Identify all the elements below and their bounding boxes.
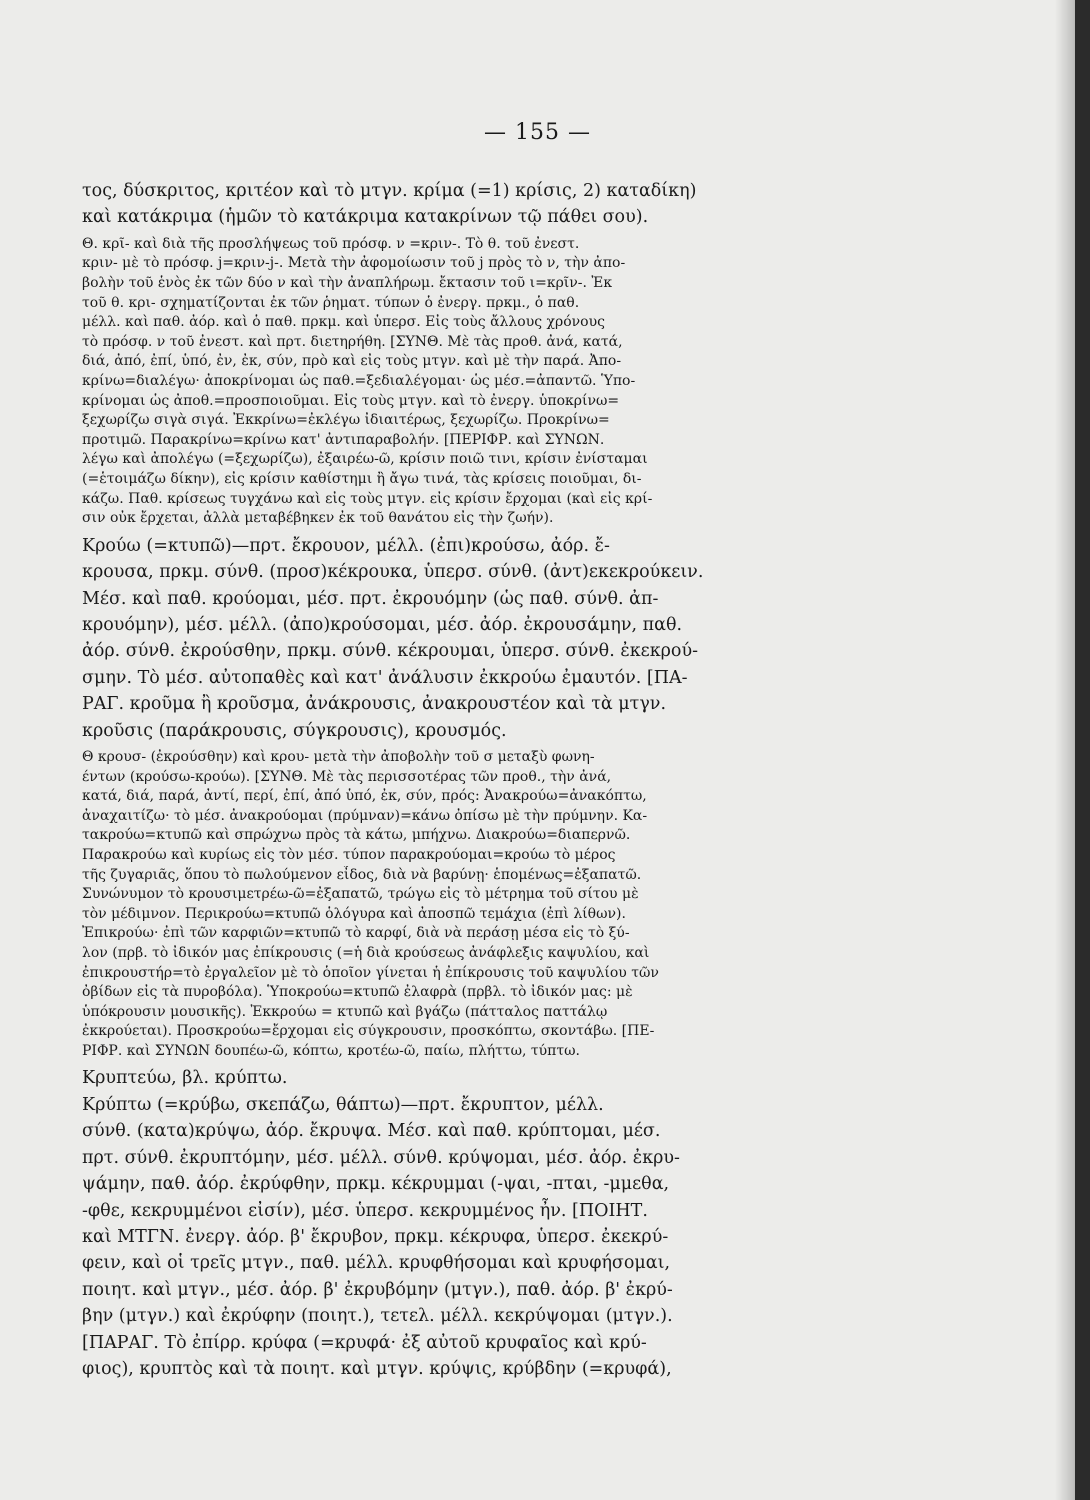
text-line: Κρύπτω (=κρύβω, σκεπάζω, θάπτω)—πρτ. ἔκρυπτον, μέλλ. [82, 1094, 604, 1115]
text-line: ψάμην, παθ. ἀόρ. ἐκρύφθην, πρκμ. κέκρυμμαι (-ψαι, -πται, -μμεθα, [82, 1174, 670, 1195]
note-paragraph [82, 748, 928, 1062]
text-line: ΡΑΓ. κροῦμα ἢ κροῦσμα, ἀνάκρουσις, ἀνακρουστέον καὶ τὰ μτγν. [82, 694, 667, 715]
text-line: ἐκκρούεται). Προσκρούω=ἔρχομαι εἰς σύγκρουσιν, προσκόπτω, σκοντάβω. [ΠΕ- [82, 1023, 655, 1040]
text-line: διά, ἀπό, ἐπί, ὑπό, ἐν, ἐκ, σύν, πρὸ καὶ εἰς τοὺς μτγν. καὶ μὲ τὴν παρά. Ἀπο- [82, 353, 622, 370]
text-line: τος, δύσκριτος, κριτέον καὶ τὸ μτγν. κρίμα (=1) κρίσις, 2) καταδίκη) [82, 181, 697, 201]
text-line: βολὴν τοῦ ἑνὸς ἐκ τῶν δύο ν καὶ τὴν ἀναπλήρωμ. ἔκτασιν τοῦ ι=κρῖν-. Ἐκ [82, 275, 613, 291]
text-line: τὸ πρόσφ. ν τοῦ ἐνεστ. καὶ πρτ. διετηρήθη. [ΣΥΝΘ. Μὲ τὰς προθ. ἀνά, κατά, [82, 333, 623, 350]
text-line: κριν- μὲ τὸ πρόσφ. j=κριν-j-. Μετὰ τὴν ἀφομοίωσιν τοῦ j πρὸς τὸ ν, τὴν ἀπο- [82, 255, 626, 272]
text-line: έντων (κρούσω-κρούω). [ΣΥΝΘ. Μὲ τὰς περισσοτέρας τῶν προθ., τὴν ἀνά, [82, 768, 612, 785]
page-body [82, 178, 928, 1386]
entry-paragraph [82, 1065, 928, 1382]
text-line: κρίνω=διαλέγω· ἀποκρίνομαι ὡς παθ.=ξεδιαλέγομαι· ὡς μέσ.=ἀπαντῶ. Ὑπο- [82, 372, 636, 389]
text-line: φειν, καὶ οἱ τρεῖς μτγν., παθ. μέλλ. κρυφθήσομαι καὶ κρυφήσομαι, [82, 1253, 671, 1274]
text-line: κροῦσις (παράκρουσις, σύγκρουσις), κρουσμός. [82, 720, 507, 741]
text-line: (=ἑτοιμάζω δίκην), εἰς κρίσιν καθίστημι ἢ ἄγω τινά, τὰς κρίσεις ποιοῦμαι, δι- [82, 470, 642, 487]
text-line: τακρούω=κτυπῶ καὶ σπρώχνω πρὸς τὰ κάτω, μπήχνω. Διακρούω=διαπερνῶ. [82, 827, 631, 844]
page-number: — 155 — [484, 120, 591, 145]
text-line: καὶ ΜΤΓΝ. ἐνεργ. ἀόρ. β' ἔκρυβον, πρκμ. κέκρυφα, ὑπερσ. ἐκεκρύ- [82, 1226, 669, 1247]
text-line: [ΠΑΡΑΓ. Τὸ ἐπίρρ. κρύφα (=κρυφά· ἐξ αὐτοῦ κρυφαῖος καὶ κρύ- [82, 1332, 647, 1353]
text-line: σύνθ. (κατα)κρύψω, ἀόρ. ἔκρυψα. Μέσ. καὶ παθ. κρύπτομαι, μέσ. [82, 1121, 661, 1142]
text-line: ἀόρ. σύνθ. ἐκρούσθην, πρκμ. σύνθ. κέκρουμαι, ὑπερσ. σύνθ. ἐκεκρού- [82, 641, 699, 662]
text-line: ἀναχαιτίζω· τὸ μέσ. ἀνακρούομαι (πρύμναν)=κάνω ὀπίσω μὲ τὴν πρύμνην. Κα- [82, 807, 648, 824]
text-line: Κρούω (=κτυπῶ)—πρτ. ἔκρουον, μέλλ. (ἐπι)κρούσω, ἀόρ. ἔ- [82, 535, 610, 556]
text-line: Συνώνυμον τὸ κρουσιμετρέω-ῶ=ἐξαπατῶ, τρώγω εἰς τὸ μέτρημα τοῦ σίτου μὲ [82, 886, 639, 903]
text-line: Κρυπτεύω, βλ. κρύπτω. [82, 1068, 288, 1089]
text-line: σιν οὐκ ἔρχεται, ἀλλὰ μεταβέβηκεν ἐκ τοῦ θανάτου εἰς τὴν ζωήν). [82, 510, 554, 527]
text-line: Θ κρουσ- (ἐκρούσθην) καὶ κρου- μετὰ τὴν ἀποβολὴν τοῦ σ μεταξὺ φωνη- [82, 748, 595, 765]
text-line: λέγω καὶ ἀπολέγω (=ξεχωρίζω), ἐξαιρέω-ῶ, κρίσιν ποιῶ τινι, κρίσιν ἐνίσταμαι [82, 451, 648, 468]
note-paragraph [82, 235, 928, 529]
text-line: κατά, διά, παρά, ἀντί, περί, ἐπί, ἀπό ὑπό, ἐκ, σύν, πρός: Ἀνακρούω=ἀνακόπτω, [82, 788, 647, 805]
text-line: ἐπικρουστήρ=τὸ ἐργαλεῖον μὲ τὸ ὁποῖον γίνεται ἡ ἐπίκρουσις τοῦ καψυλίου τῶν [82, 964, 659, 981]
text-line: -φθε, κεκρυμμένοι εἰσίν), μέσ. ὑπερσ. κεκρυμμένος ἦν. [ΠΟΙΗΤ. [82, 1200, 648, 1221]
text-line: τοῦ θ. κρι- σχηματίζονται ἐκ τῶν ῥηματ. τύπων ὁ ἐνεργ. πρκμ., ὁ παθ. [82, 294, 580, 311]
text-line: κάζω. Παθ. κρίσεως τυγχάνω καὶ εἰς τοὺς μτγν. εἰς κρίσιν ἔρχομαι (καὶ εἰς κρί- [82, 490, 653, 507]
text-line: Μέσ. καὶ παθ. κρούομαι, μέσ. πρτ. ἐκρουόμην (ὡς παθ. σύνθ. ἀπ- [82, 588, 659, 609]
text-line: ΡΙΦΡ. καὶ ΣΥΝΩΝ δουπέω-ῶ, κόπτω, κροτέω-ῶ, παίω, πλήττω, τύπτω. [82, 1042, 580, 1059]
text-line: κρίνομαι ὡς ἀποθ.=προσποιοῦμαι. Εἰς τοὺς μτγν. καὶ τὸ ἐνεργ. ὑποκρίνω= [82, 392, 620, 409]
text-line: ὑπόκρουσιν μουσικῆς). Ἐκκρούω = κτυπῶ καὶ βγάζω (πάτταλος παττάλῳ [82, 1003, 608, 1020]
text-line: κρουσα, πρκμ. σύνθ. (προσ)κέκρουκα, ὑπερσ. σύνθ. (ἀντ)εκεκρούκειν. [82, 562, 704, 583]
text-line: κρουόμην), μέσ. μέλλ. (ἀπο)κρούσομαι, μέσ. ἀόρ. ἐκρουσάμην, παθ. [82, 614, 683, 635]
entry-paragraph [82, 178, 928, 231]
text-line: φιος), κρυπτὸς καὶ τὰ ποιητ. καὶ μτγν. κρύψις, κρύβδην (=κρυφά), [82, 1358, 672, 1379]
text-line: Ἐπικρούω· ἐπὶ τῶν καρφιῶν=κτυπῶ τὸ καρφί, διὰ νὰ περάσῃ μέσα εἰς τὸ ξύ- [82, 925, 630, 942]
text-line: ξεχωρίζω σιγὰ σιγά. Ἐκκρίνω=ἐκλέγω ἰδιαιτέρως, ξεχωρίζω. Προκρίνω= [82, 412, 610, 429]
entry-paragraph [82, 533, 928, 744]
text-line: ποιητ. καὶ μτγν., μέσ. ἀόρ. β' ἐκρυβόμην (μτγν.), παθ. ἀόρ. β' ἐκρύ- [82, 1279, 673, 1300]
text-line: καὶ κατάκριμα (ἡμῶν τὸ κατάκριμα κατακρίνων τῷ πάθει σου). [82, 207, 649, 228]
text-line: μέλλ. καὶ παθ. ἀόρ. καὶ ὁ παθ. πρκμ. καὶ ὑπερσ. Εἰς τοὺς ἄλλους χρόνους [82, 314, 605, 331]
text-line: σμην. Τὸ μέσ. αὐτοπαθὲς καὶ κατ' ἀνάλυσιν ἐκκρούω ἐμαυτόν. [ΠΑ- [82, 667, 688, 688]
text-line: Θ. κρῖ- καὶ διὰ τῆς προσλήψεως τοῦ πρόσφ. ν =κριν-. Τὸ θ. τοῦ ἐνεστ. [82, 235, 580, 252]
text-line: βην (μτγν.) καὶ ἐκρύφην (ποιητ.), τετελ. μέλλ. κεκρύψομαι (μτγν.). [82, 1306, 673, 1327]
text-line: ὀβίδων εἰς τὰ πυροβόλα). Ὑποκρούω=κτυπῶ ἐλαφρὰ (πρβλ. τὸ ἰδικόν μας: μὲ [82, 984, 633, 1001]
text-line: λον (πρβ. τὸ ἰδικόν μας ἐπίκρουσις (=ἡ διὰ κρούσεως ἀνάφλεξις καψυλίου, καὶ [82, 944, 650, 961]
text-line: πρτ. σύνθ. ἐκρυπτόμην, μέσ. μέλλ. σύνθ. κρύψομαι, μέσ. ἀόρ. ἐκρυ- [82, 1147, 680, 1168]
text-line: προτιμῶ. Παρακρίνω=κρίνω κατ' ἀντιπαραβολήν. [ΠΕΡΙΦΡ. καὶ ΣΥΝΩΝ. [82, 431, 605, 448]
text-line: Παρακρούω καὶ κυρίως εἰς τὸν μέσ. τύπον παρακρούομαι=κρούω τὸ μέρος [82, 846, 616, 863]
text-line: τῆς ζυγαριᾶς, ὅπου τὸ πωλούμενον εἶδος, διὰ νὰ βαρύνῃ· ἑπομένως=ἐξαπατῶ. [82, 866, 642, 883]
text-line: τὸν μέδιμνον. Περικρούω=κτυπῶ ὁλόγυρα καὶ ἀποσπῶ τεμάχια (ἐπὶ λίθων). [82, 905, 626, 922]
